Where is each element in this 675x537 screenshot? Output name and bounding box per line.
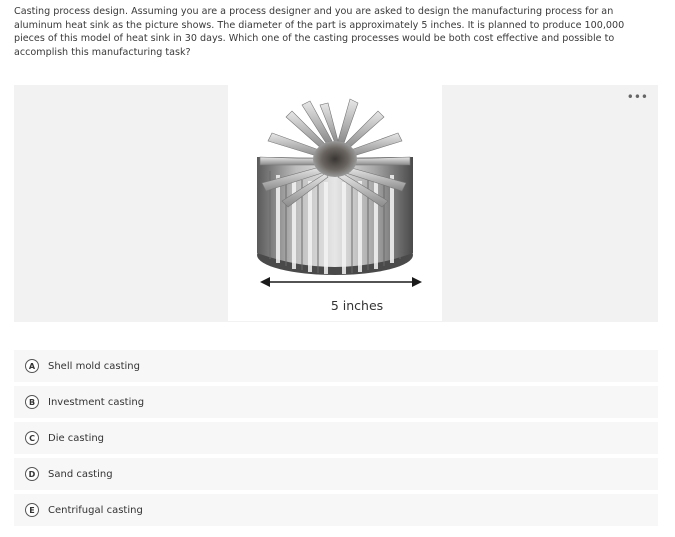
option-label-b: Investment casting	[48, 396, 145, 408]
option-label-e: Centrifugal casting	[48, 504, 143, 516]
option-a[interactable]	[14, 350, 658, 382]
option-letter-b: B	[25, 395, 39, 409]
option-label-a: Shell mold casting	[48, 360, 140, 372]
option-letter-a: A	[25, 359, 39, 373]
question-text: Casting process design. Assuming you are a process designer and you are asked to design the manufacturing process for an aluminum heat sink as the picture shows. The diameter of the part is approximately 5 inches. It is planned to produce 100,000 pieces of this model of heat sink in 30 days. Which one of the casting processes would be both cost effective and possible to accomplish this manufacturing task?	[14, 6, 625, 58]
more-horizontal-icon[interactable]: •••	[626, 90, 648, 104]
option-letter-d: D	[25, 467, 39, 481]
question-image-panel	[14, 85, 658, 322]
heat-sink-image	[228, 85, 442, 321]
option-letter-e: E	[25, 503, 39, 517]
heat-sink-illustration	[228, 85, 442, 321]
option-label-d: Sand casting	[48, 468, 113, 480]
option-label-c: Die casting	[48, 432, 105, 444]
option-e[interactable]	[14, 494, 658, 526]
option-d[interactable]	[14, 458, 658, 490]
option-letter-c: C	[25, 431, 39, 445]
answer-options	[14, 350, 658, 530]
dimension-label: 5 inches	[319, 292, 395, 320]
option-b[interactable]	[14, 386, 658, 418]
option-c[interactable]	[14, 422, 658, 454]
